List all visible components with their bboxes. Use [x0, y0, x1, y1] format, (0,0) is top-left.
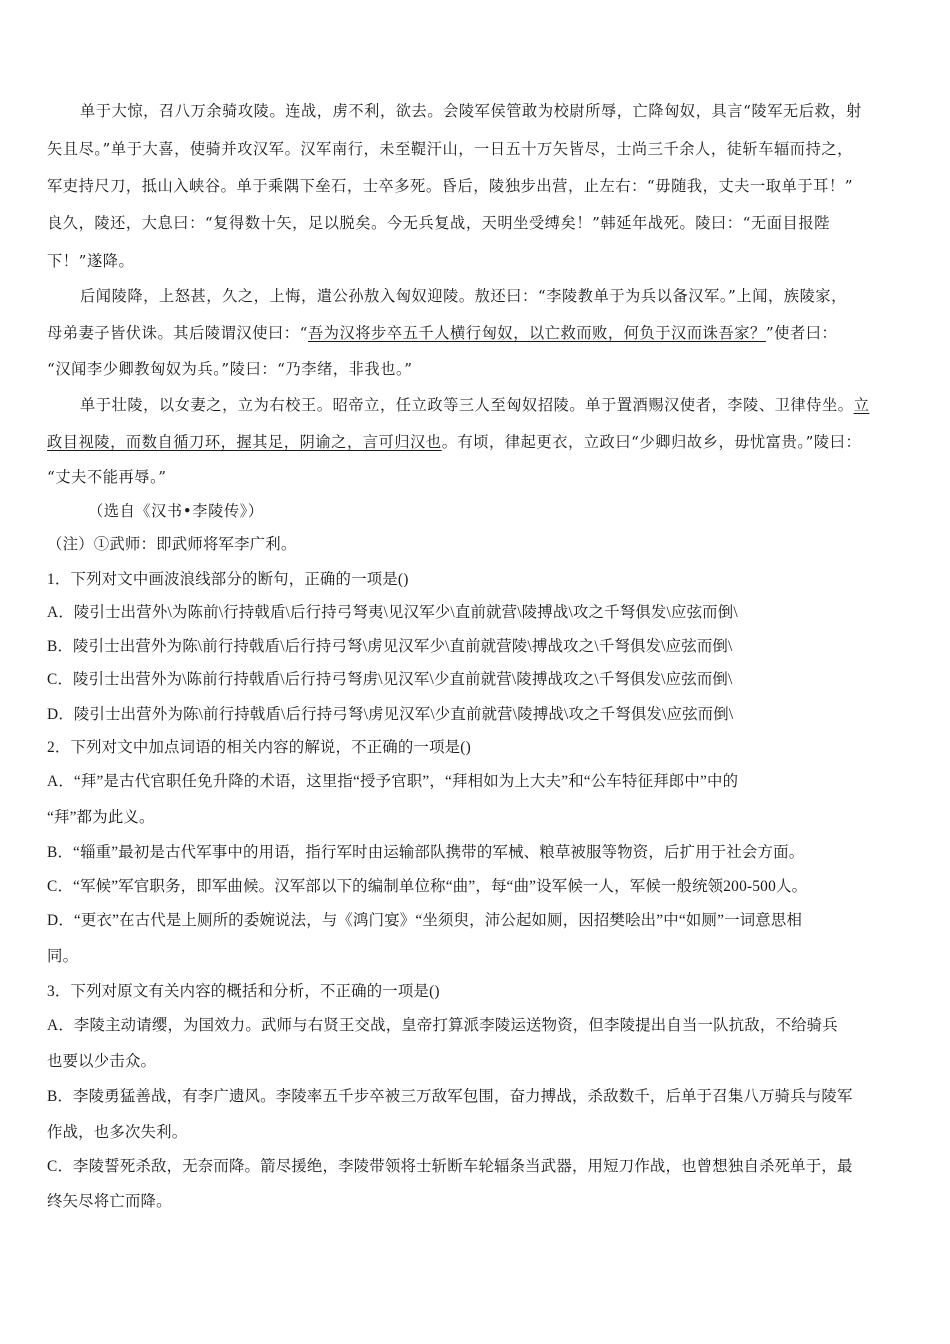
- underlined-sentence: 立: [853, 396, 870, 414]
- passage-line: 良久，陵还，大息曰：“复得数十矢，足以脱矣。今无兵复战，天明坐受缚矣！”韩延年战死。陵曰：“无面目报陛: [47, 214, 830, 232]
- option-b-cont: 作战，也多次失利。: [47, 1124, 188, 1141]
- option-d: D．陵引士出营外为陈\前行持戟盾\后行持弓弩\虏见汉军\少直前就营\陵搏战\攻之千弩俱发\应弦而倒\: [47, 706, 734, 723]
- passage-line: [47, 323, 917, 343]
- passage-text: 。有顷，律起更衣，立政曰“少卿归故乡，毋忧富贵。”陵曰：: [441, 433, 862, 451]
- passage-line: 军吏持尺刀，抵山入峡谷。单于乘隅下垒石，士卒多死。昏后，陵独步出营，止左右：“毋随我，丈夫一取单于耳！”: [47, 177, 854, 195]
- option-a: A．李陵主动请缨，为国效力。武师与右贤王交战，皇帝打算派李陵运送物资，但李陵提出自当一队抗敌，不给骑兵: [47, 1017, 838, 1034]
- option-a-cont: “拜”都为此义。: [47, 809, 155, 826]
- option-a: A．“拜”是古代官职任免升降的术语，这里指“授予官职”，“拜相如为上大夫”和“公车特征拜郎中”中的: [47, 773, 739, 790]
- option-c: C．“军候”军官职务，即军曲候。汉军部以下的编制单位称“曲”，每“曲”设军候一人，军候一般统领200-500人。: [47, 878, 808, 895]
- option-d-cont: 同。: [47, 948, 79, 965]
- question-stem: 3．下列对原文有关内容的概括和分析，不正确的一项是(): [47, 983, 440, 1000]
- underlined-sentence: 政目视陵，而数自循刀环，握其足，阴谕之，言可归汉也: [47, 433, 442, 451]
- passage-text: ”使者曰：: [765, 324, 838, 342]
- underlined-sentence: 吾为汉将步卒五千人横行匈奴，以亡救而败，何负于汉而诛吾家？: [307, 324, 766, 342]
- passage-line: 下！”遂降。: [47, 252, 135, 270]
- option-d: D．“更衣”在古代是上厕所的委婉说法，与《鸿门宴》“坐须臾，沛公起如厕，因招樊哙出”中“如厕”一词意思相: [47, 912, 803, 929]
- option-b: B．“辎重”最初是古代军事中的用语，指行军时由运输部队携带的军械、粮草被服等物资，后扩用于社会方面。: [47, 844, 805, 861]
- passage-line: “汉闻李少卿教匈奴为兵。”陵曰：“乃李绪，非我也。”: [47, 360, 413, 378]
- option-b: B．陵引士出营外为陈\前行持戟盾\后行持弓弩\虏见汉军少\直前就营陵\搏战攻之\千弩俱发\应弦而倒\: [47, 638, 733, 655]
- footnote: （注）①武师：即武师将军李广利。: [47, 536, 297, 553]
- passage-line: 矢且尽。”单于大喜，使骑并攻汉军。汉军南行，未至鞮汗山，一日五十万矢皆尽，士尚三千余人，徒斩车辐而持之，: [47, 140, 853, 158]
- passage-line: 单于大惊，召八万余骑攻陵。连战，虏不利，欲去。会陵军侯管敢为校尉所辱，亡降匈奴，具言“陵军无后救，射: [80, 102, 862, 120]
- option-b: B．李陵勇猛善战，有李广遗风。李陵率五千步卒被三万敌军包围，奋力搏战，杀敌数千，后单于召集八万骑兵与陵军: [47, 1088, 853, 1105]
- passage-text: 母弟妻子皆伏诛。其后陵谓汉使曰：“: [47, 324, 308, 342]
- option-a: A．陵引士出营外\为陈前\行持戟盾\后行持弓弩夷\见汉军少\直前就营\陵搏战\攻之千弩俱发\应弦而倒\: [47, 604, 738, 621]
- passage-line: [80, 395, 917, 415]
- option-c: C．陵引士出营外为\陈前行持戟盾\后行持弓弩虏\见汉军\少直前就营\陵搏战攻之\千弩俱发\应弦而倒\: [47, 671, 733, 688]
- question-stem: 1．下列对文中画波浪线部分的断句，正确的一项是(): [47, 571, 409, 588]
- passage-line: [47, 432, 917, 452]
- passage-line: “丈夫不能再辱。”: [47, 468, 167, 486]
- question-stem: 2．下列对文中加点词语的相关内容的解说，不正确的一项是(): [47, 739, 471, 756]
- option-c-cont: 终矢尽将亡而降。: [47, 1193, 172, 1210]
- option-a-cont: 也要以少击众。: [47, 1053, 157, 1070]
- option-c: C．李陵誓死杀敌，无奈而降。箭尽援绝，李陵带领将士斩断车轮辐条当武器，用短刀作战，也曾想独自杀死单于，最: [47, 1158, 853, 1175]
- passage-line: 后闻陵降，上怒甚，久之，上悔，遣公孙敖入匈奴迎陵。敖还曰：“李陵教单于为兵以备汉军。”上闻，族陵家，: [80, 287, 847, 305]
- passage-text: 单于壮陵，以女妻之，立为右校王。昭帝立，任立政等三人至匈奴招陵。单于置酒赐汉使者，李陵、卫律侍坐。: [80, 396, 854, 414]
- passage-source: （选自《汉书•李陵传》）: [88, 502, 264, 520]
